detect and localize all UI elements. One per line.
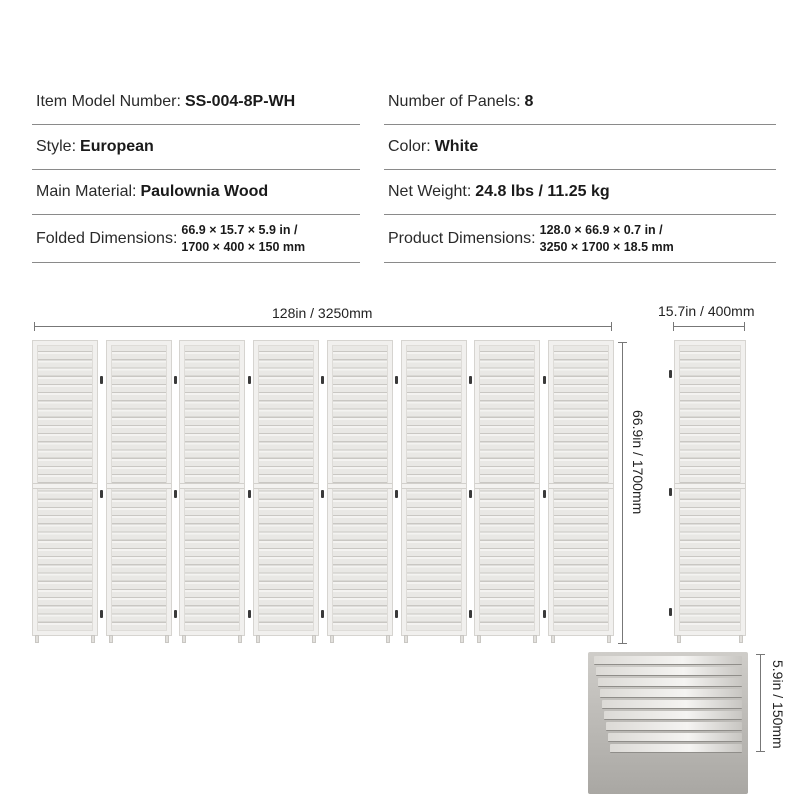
spec-label: Net Weight:: [388, 183, 472, 200]
folded-board: [610, 744, 742, 753]
panel-leg: [386, 635, 390, 643]
spec-column-left: [32, 80, 360, 263]
panel: [548, 340, 614, 636]
panel-leg: [91, 635, 95, 643]
spec-row-weight: [384, 170, 776, 215]
hinge-icon: [395, 490, 398, 498]
spec-row-color: [384, 125, 776, 170]
spec-value-line: 128.0 × 66.9 × 0.7 in /: [539, 222, 663, 237]
panel-leg: [238, 635, 242, 643]
spec-column-right: [384, 80, 776, 263]
hinge-icon: [100, 376, 103, 384]
hinge-icon: [321, 376, 324, 384]
hinge-icon: [100, 490, 103, 498]
hinge-icon: [248, 376, 251, 384]
hinge-icon: [248, 490, 251, 498]
spec-label: Folded Dimensions:: [36, 229, 178, 247]
hinge-icon: [174, 610, 177, 618]
spec-row-folded-dimensions: [32, 215, 360, 263]
spec-label: Product Dimensions:: [388, 229, 536, 247]
panel-rail: [402, 483, 466, 489]
width-dimension-label: 128in / 3250mm: [272, 305, 373, 321]
panel-rail: [475, 483, 539, 489]
folded-board: [600, 689, 742, 698]
panel-leg: [182, 635, 186, 643]
panel-width-dimension-line: [673, 326, 745, 327]
spec-label: Main Material:: [36, 183, 137, 200]
hinge-icon: [395, 610, 398, 618]
panel: [674, 340, 746, 636]
hinge-icon: [321, 490, 324, 498]
spec-label: Style:: [36, 138, 77, 155]
hinge-icon: [469, 376, 472, 384]
panel-leg: [35, 635, 39, 643]
spec-value: 24.8 lbs / 11.25 kg: [475, 183, 610, 200]
hinge-icon: [469, 610, 472, 618]
panel-leg: [109, 635, 113, 643]
panel-leg: [165, 635, 169, 643]
spec-label: Color:: [388, 138, 431, 155]
width-dimension-line: [34, 326, 612, 327]
panel-rail: [549, 483, 613, 489]
panel: [401, 340, 467, 636]
panel-rail: [328, 483, 392, 489]
hinge-icon: [543, 610, 546, 618]
spec-row-model: [32, 80, 360, 125]
panel-rail: [107, 483, 171, 489]
panel-leg: [312, 635, 316, 643]
panel-leg: [477, 635, 481, 643]
hinge-icon: [174, 490, 177, 498]
thickness-dimension-line: [760, 654, 761, 752]
thickness-dimension-label: 5.9in / 150mm: [770, 660, 786, 749]
single-panel-illustration: [674, 340, 746, 644]
panel: [32, 340, 98, 636]
panel-leg: [460, 635, 464, 643]
folded-board: [606, 722, 742, 731]
panel-leg: [607, 635, 611, 643]
hinge-icon: [248, 610, 251, 618]
spec-value: 8: [524, 93, 534, 110]
height-dimension-line: [622, 342, 623, 644]
spec-value: European: [80, 138, 154, 155]
hinge-icon: [469, 490, 472, 498]
panel: [474, 340, 540, 636]
panel-rail: [675, 483, 745, 489]
spec-value-line: 3250 × 1700 × 18.5 mm: [539, 239, 674, 254]
spec-value: [540, 222, 674, 256]
spec-value-line: 66.9 × 15.7 × 5.9 in /: [181, 222, 298, 237]
hinge-icon: [174, 376, 177, 384]
panel-leg: [330, 635, 334, 643]
panel-leg: [739, 635, 743, 643]
hinge-icon: [669, 488, 672, 496]
panel-leg: [551, 635, 555, 643]
height-dimension-label: 66.9in / 1700mm: [630, 410, 646, 515]
folded-stack-photo: [588, 652, 748, 794]
panel-leg: [533, 635, 537, 643]
spec-row-product-dimensions: [384, 215, 776, 263]
spec-value: [181, 222, 305, 256]
spec-value-line: 1700 × 400 × 150 mm: [181, 239, 306, 254]
hinge-icon: [395, 376, 398, 384]
spec-value: White: [434, 138, 479, 155]
folded-board: [608, 733, 742, 742]
panel: [253, 340, 319, 636]
panel-rail: [180, 483, 244, 489]
panel-leg: [677, 635, 681, 643]
panel: [179, 340, 245, 636]
folded-board: [594, 656, 742, 665]
panel-rail: [33, 483, 97, 489]
room-divider-illustration: [32, 340, 616, 644]
panel-leg: [256, 635, 260, 643]
folded-board: [602, 700, 742, 709]
folded-board: [596, 667, 742, 676]
hinge-icon: [543, 490, 546, 498]
panel-rail: [254, 483, 318, 489]
spec-value: Paulownia Wood: [140, 183, 269, 200]
hinge-icon: [669, 370, 672, 378]
hinge-icon: [669, 608, 672, 616]
hinge-icon: [543, 376, 546, 384]
spec-row-material: [32, 170, 360, 215]
folded-board: [598, 678, 742, 687]
folded-board: [604, 711, 742, 720]
hinge-icon: [321, 610, 324, 618]
spec-label: Item Model Number:: [36, 93, 181, 110]
panel: [327, 340, 393, 636]
spec-row-panels: [384, 80, 776, 125]
hinge-icon: [100, 610, 103, 618]
panel: [106, 340, 172, 636]
spec-value: SS-004-8P-WH: [184, 93, 296, 110]
panel-width-dimension-label: 15.7in / 400mm: [658, 303, 755, 319]
panel-leg: [404, 635, 408, 643]
spec-row-style: [32, 125, 360, 170]
spec-label: Number of Panels:: [388, 93, 521, 110]
